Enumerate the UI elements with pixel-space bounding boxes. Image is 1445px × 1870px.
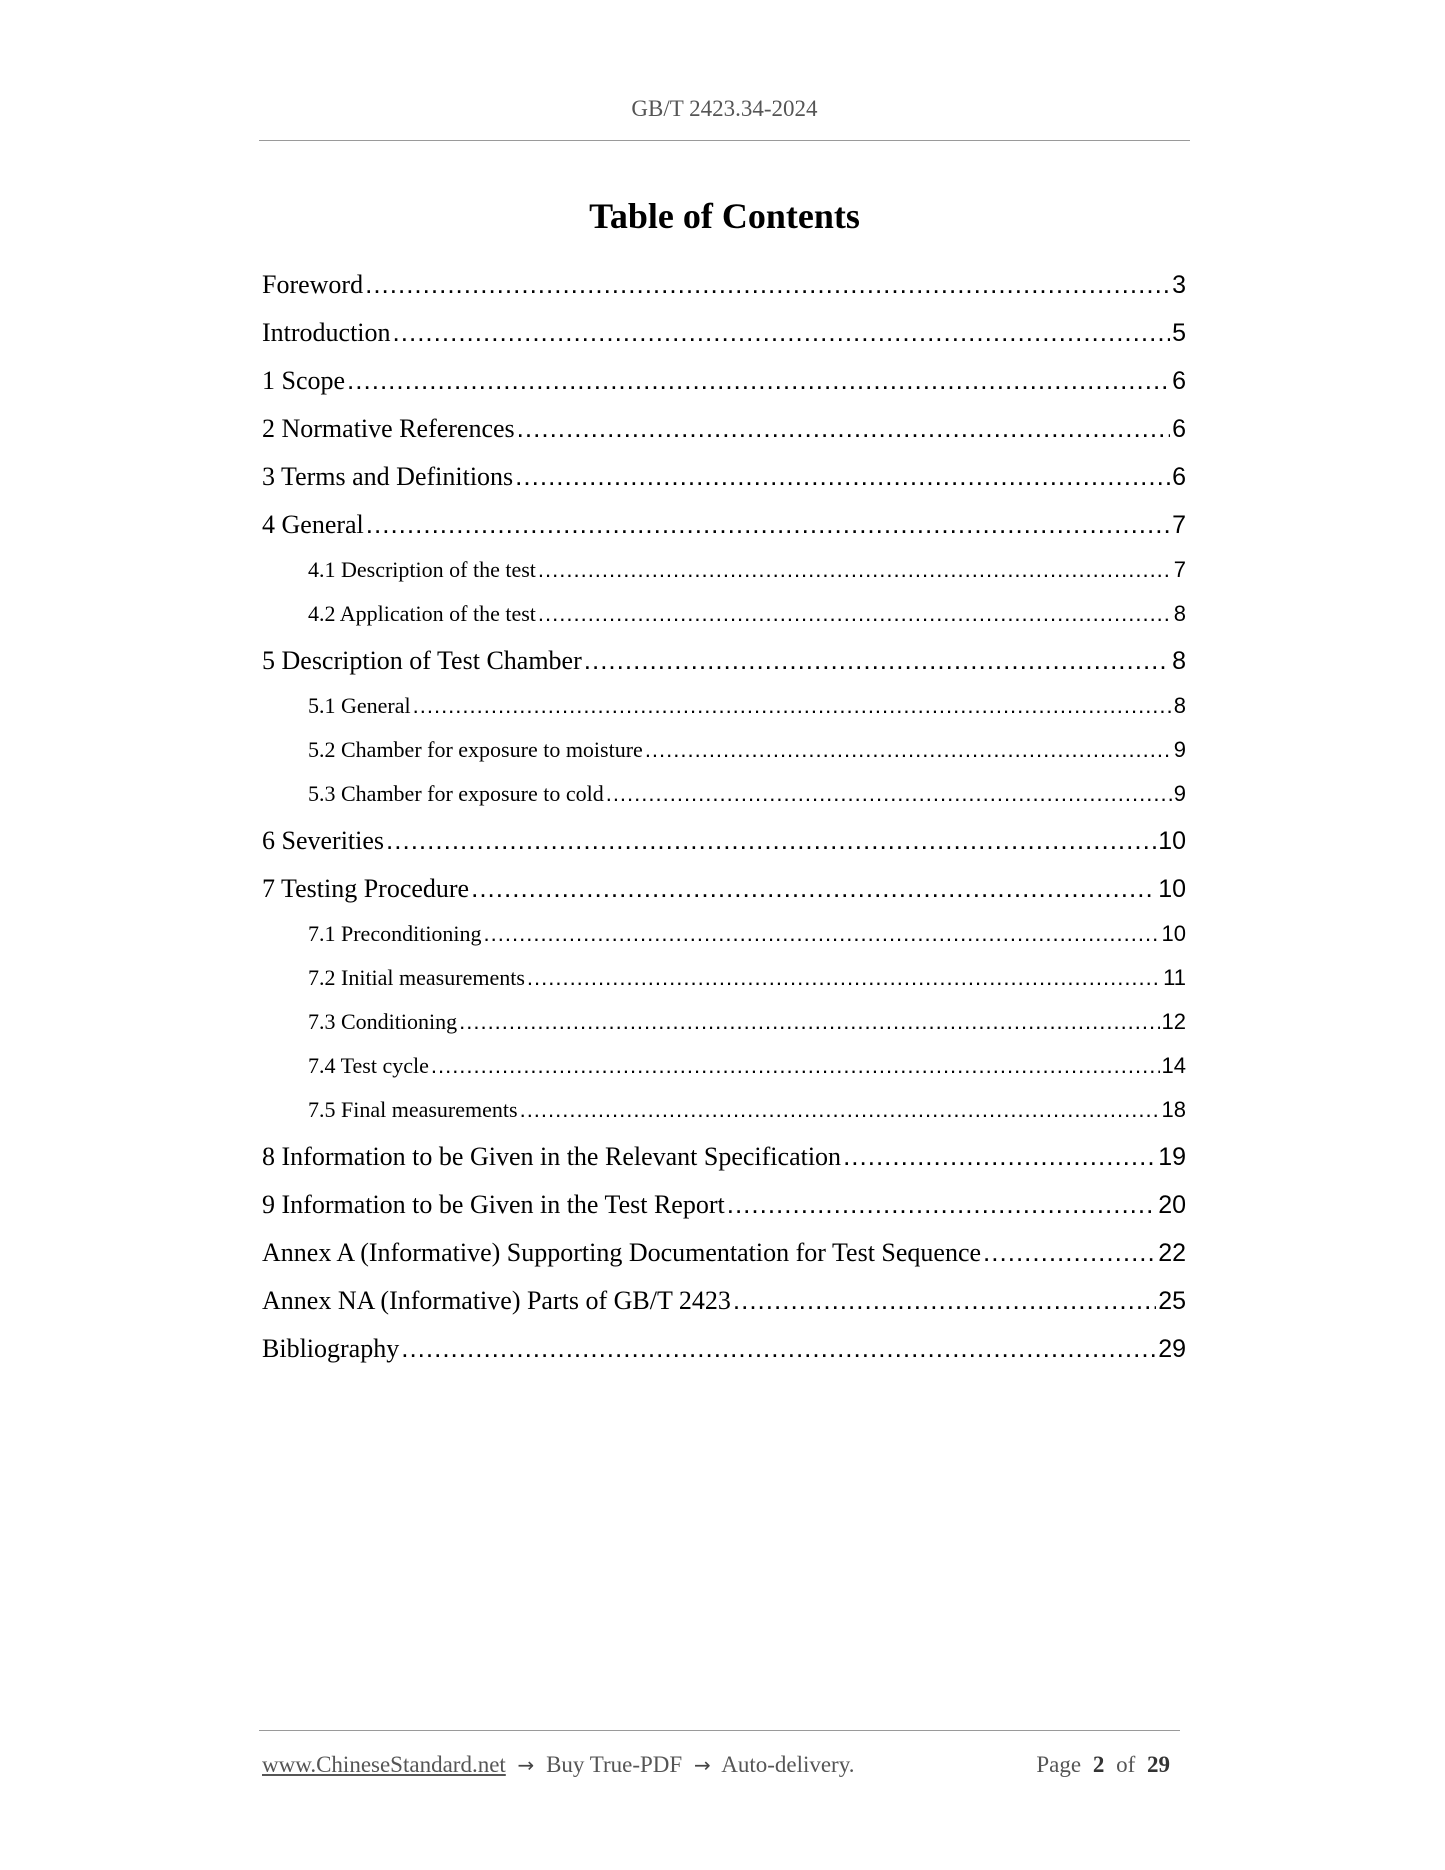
toc-entry-page: 3 xyxy=(1172,271,1186,299)
toc-entry[interactable] xyxy=(262,1228,1186,1276)
dot-leader xyxy=(386,816,1156,864)
toc-entry[interactable] xyxy=(262,452,1186,500)
dot-leader xyxy=(527,956,1161,1000)
toc-entry-page: 6 xyxy=(1172,367,1186,395)
right-arrow-icon: → xyxy=(693,1753,711,1777)
toc-entry-page: 9 xyxy=(1173,781,1186,806)
dot-leader xyxy=(645,728,1172,772)
toc-entry-label: 4.1 Description of the test xyxy=(308,557,536,582)
dot-leader xyxy=(365,260,1170,308)
toc-entry-label: 5.2 Chamber for exposure to moisture xyxy=(308,737,643,762)
toc-entry-label: 5.3 Chamber for exposure to cold xyxy=(308,781,604,806)
toc-entry-page: 5 xyxy=(1172,319,1186,347)
toc-entry-label: Introduction xyxy=(262,318,391,347)
toc-entry-page: 6 xyxy=(1172,463,1186,491)
toc-entry[interactable] xyxy=(262,1132,1186,1180)
toc-subentry[interactable] xyxy=(262,548,1186,592)
current-page: 2 xyxy=(1092,1752,1105,1777)
toc-entry-label: 4 General xyxy=(262,510,364,539)
toc-entry-label: 6 Severities xyxy=(262,826,385,855)
toc-entry-label: 2 Normative References xyxy=(262,414,515,443)
toc-entry-label: 7 Testing Procedure xyxy=(262,874,470,903)
dot-leader xyxy=(606,772,1172,816)
toc-entry[interactable] xyxy=(262,404,1186,452)
toc-entry[interactable] xyxy=(262,356,1186,404)
toc-entry-label: 5.1 General xyxy=(308,693,411,718)
table-of-contents xyxy=(262,260,1186,1372)
toc-entry-page: 6 xyxy=(1172,415,1186,443)
toc-entry-page: 19 xyxy=(1158,1143,1186,1171)
toc-entry[interactable] xyxy=(262,1324,1186,1372)
toc-entry-page: 22 xyxy=(1158,1239,1186,1267)
site-link[interactable]: www.ChineseStandard.net xyxy=(262,1752,506,1777)
toc-entry-label: 5 Description of Test Chamber xyxy=(262,646,582,675)
toc-entry-label: 1 Scope xyxy=(262,366,346,395)
toc-entry-page: 7 xyxy=(1173,557,1186,582)
toc-entry-label: 9 Information to be Given in the Test Report xyxy=(262,1190,725,1219)
toc-entry-page: 7 xyxy=(1172,511,1186,539)
dot-leader xyxy=(401,1324,1156,1372)
toc-entry-label: 7.1 Preconditioning xyxy=(308,921,482,946)
toc-entry[interactable] xyxy=(262,500,1186,548)
toc-entry-label: 7.5 Final measurements xyxy=(308,1097,518,1122)
toc-subentry[interactable] xyxy=(262,772,1186,816)
dot-leader xyxy=(413,684,1172,728)
toc-entry-label: Annex NA (Informative) Parts of GB/T 2423 xyxy=(262,1286,731,1315)
toc-entry-label: 8 Information to be Given in the Relevant Specification xyxy=(262,1142,842,1171)
dot-leader xyxy=(366,500,1170,548)
toc-subentry[interactable] xyxy=(262,728,1186,772)
toc-entry-page: 18 xyxy=(1161,1097,1186,1122)
toc-entry-page: 29 xyxy=(1158,1335,1186,1363)
toc-subentry[interactable] xyxy=(262,912,1186,956)
toc-entry-page: 8 xyxy=(1172,647,1186,675)
dot-leader xyxy=(484,912,1160,956)
dot-leader xyxy=(347,356,1170,404)
toc-entry[interactable] xyxy=(262,816,1186,864)
dot-leader xyxy=(471,864,1156,912)
dot-leader xyxy=(733,1276,1156,1324)
toc-entry[interactable] xyxy=(262,308,1186,356)
toc-subentry[interactable] xyxy=(262,1000,1186,1044)
dot-leader xyxy=(584,636,1170,684)
toc-entry-page: 10 xyxy=(1158,875,1186,903)
right-arrow-icon: → xyxy=(517,1753,535,1777)
toc-entry[interactable] xyxy=(262,864,1186,912)
toc-subentry[interactable] xyxy=(262,956,1186,1000)
page-number xyxy=(1036,1752,1176,1778)
toc-subentry[interactable] xyxy=(262,1088,1186,1132)
buy-pdf-text: Buy True-PDF xyxy=(546,1752,683,1777)
dot-leader xyxy=(843,1132,1156,1180)
dot-leader xyxy=(517,404,1170,452)
toc-entry-label: Annex A (Informative) Supporting Documentation for Test Sequence xyxy=(262,1238,982,1267)
toc-entry-page: 9 xyxy=(1173,737,1186,762)
dot-leader xyxy=(538,548,1172,592)
toc-entry[interactable] xyxy=(262,636,1186,684)
toc-entry-page: 10 xyxy=(1158,827,1186,855)
footer-promo xyxy=(262,1752,854,1778)
toc-entry-page: 10 xyxy=(1161,921,1186,946)
toc-entry-label: 7.4 Test cycle xyxy=(308,1053,429,1078)
toc-entry-label: 3 Terms and Definitions xyxy=(262,462,514,491)
toc-entry-label: 4.2 Application of the test xyxy=(308,601,536,626)
toc-entry[interactable] xyxy=(262,1180,1186,1228)
dot-leader xyxy=(431,1044,1160,1088)
toc-subentry[interactable] xyxy=(262,592,1186,636)
page-footer xyxy=(262,1752,1180,1782)
toc-entry-page: 8 xyxy=(1173,601,1186,626)
page-word: Page xyxy=(1036,1752,1082,1777)
toc-entry-label: Foreword xyxy=(262,270,364,299)
dot-leader xyxy=(515,452,1170,500)
toc-entry-page: 20 xyxy=(1158,1191,1186,1219)
toc-entry-page: 8 xyxy=(1173,693,1186,718)
total-pages: 29 xyxy=(1147,1752,1170,1777)
dot-leader xyxy=(727,1180,1156,1228)
dot-leader xyxy=(538,592,1172,636)
dot-leader xyxy=(520,1088,1160,1132)
auto-delivery-text: Auto-delivery. xyxy=(721,1752,855,1777)
footer-divider xyxy=(259,1730,1180,1731)
toc-subentry[interactable] xyxy=(262,684,1186,728)
dot-leader xyxy=(393,308,1171,356)
toc-entry-page: 14 xyxy=(1161,1053,1186,1078)
toc-subentry[interactable] xyxy=(262,1044,1186,1088)
document-code-header: GB/T 2423.34-2024 xyxy=(631,96,818,121)
toc-entry[interactable] xyxy=(262,260,1186,308)
toc-title: Table of Contents xyxy=(589,196,860,236)
of-word: of xyxy=(1116,1752,1136,1777)
toc-entry[interactable] xyxy=(262,1276,1186,1324)
dot-leader xyxy=(983,1228,1156,1276)
toc-entry-page: 12 xyxy=(1161,1009,1186,1034)
toc-entry-label: 7.2 Initial measurements xyxy=(308,965,525,990)
dot-leader xyxy=(459,1000,1159,1044)
header-divider xyxy=(259,140,1190,141)
toc-entry-page: 11 xyxy=(1163,965,1186,990)
toc-entry-label: 7.3 Conditioning xyxy=(308,1009,458,1034)
toc-entry-page: 25 xyxy=(1158,1287,1186,1315)
toc-entry-label: Bibliography xyxy=(262,1334,400,1363)
